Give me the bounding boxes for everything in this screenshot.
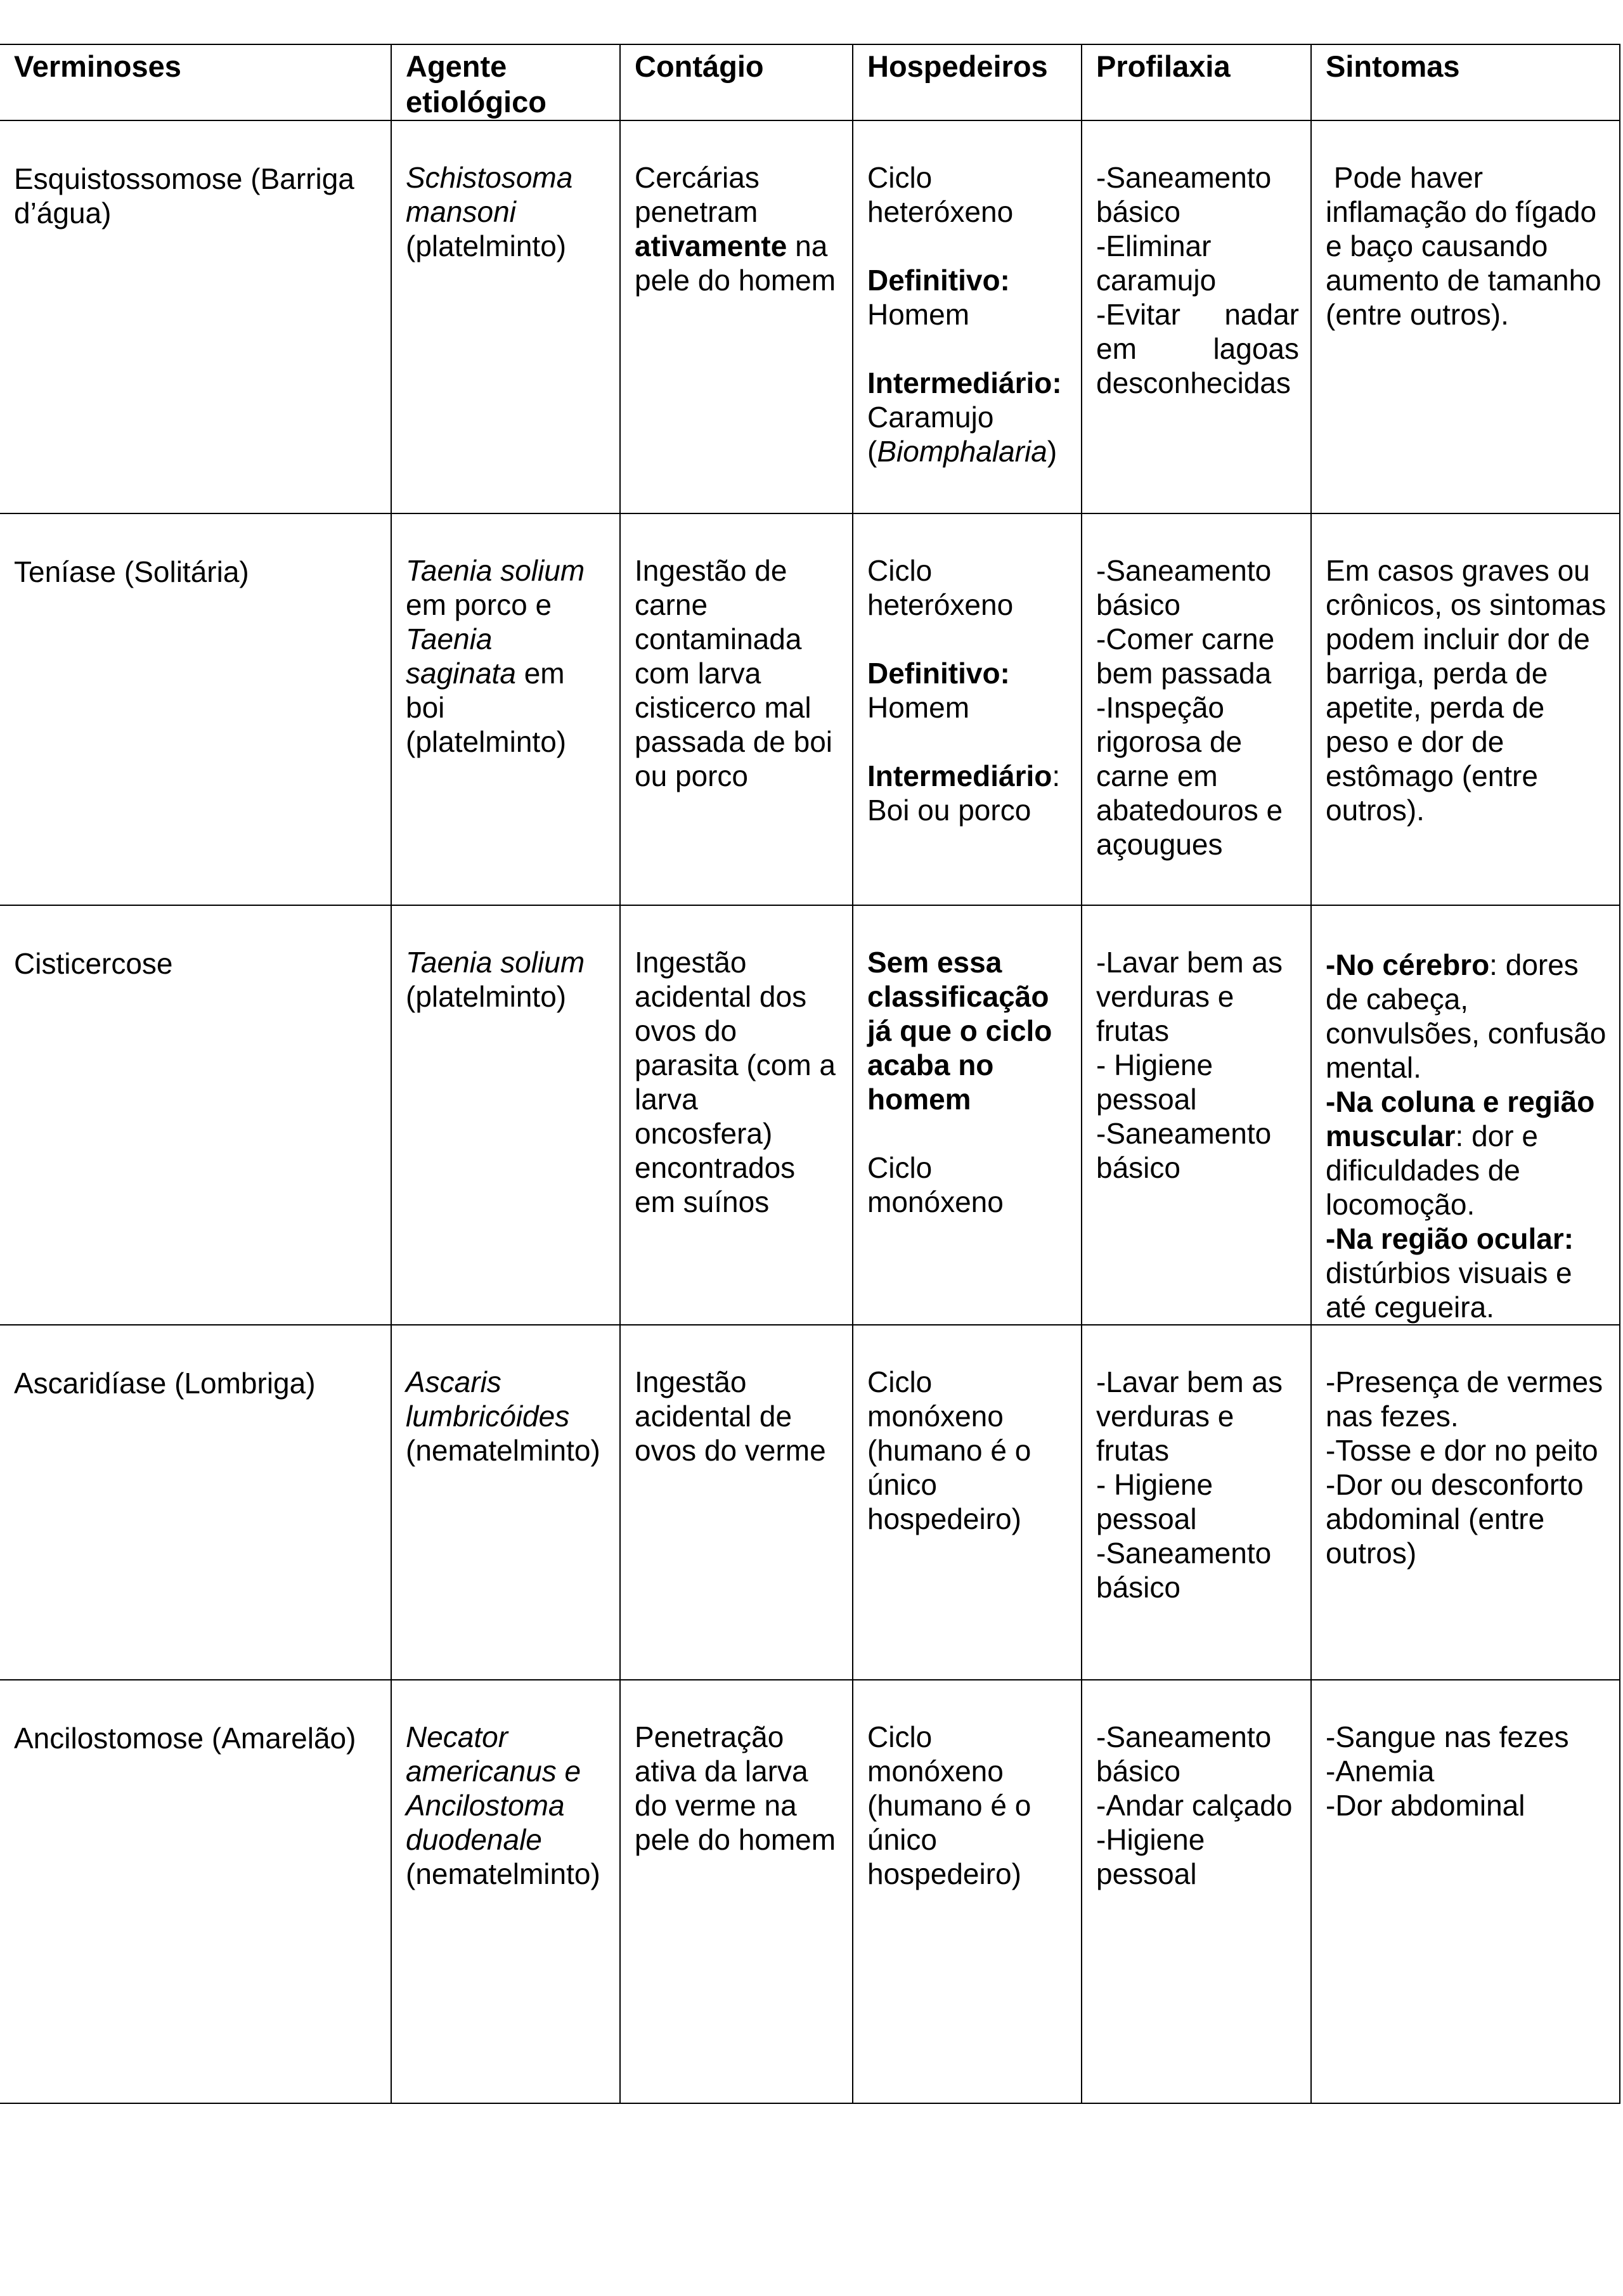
sint-item: -Dor abdominal xyxy=(1326,1789,1525,1822)
cell-agente xyxy=(391,1680,620,2103)
table-row xyxy=(0,905,1620,1325)
cell-contagio: Ingestão acidental dos ovos do parasita (com a larva oncosfera) encontrados em suínos xyxy=(620,905,853,1325)
table-header-row xyxy=(0,44,1620,120)
hosp-ciclo: Ciclo heteróxeno xyxy=(867,554,1014,621)
header-verminoses: Verminoses xyxy=(0,44,391,120)
cell-doenca: Teníase (Solitária) xyxy=(0,513,391,905)
cell-sintomas: Pode haver inflamação do fígado e baço causando aumento de tamanho (entre outros). xyxy=(1311,120,1620,513)
cell-agente xyxy=(391,1325,620,1680)
prof-item: -Comer carne bem passada xyxy=(1096,622,1275,690)
cell-contagio xyxy=(620,120,853,513)
header-hospedeiros: Hospedeiros xyxy=(853,44,1082,120)
cell-hospedeiros: Ciclo monóxeno (humano é o único hospedeiro) xyxy=(853,1680,1082,2103)
contagio-text-bold: ativamente xyxy=(635,229,787,262)
cell-hospedeiros: Ciclo monóxeno (humano é o único hospedeiro) xyxy=(853,1325,1082,1680)
prof-item: desconhecidas xyxy=(1096,366,1291,399)
agente-grupo: (platelminto) xyxy=(406,229,567,262)
cell-hospedeiros xyxy=(853,513,1082,905)
cell-doenca: Esquistossomose (Barriga d’água) xyxy=(0,120,391,513)
sint-item: -Presença de vermes nas fezes. xyxy=(1326,1365,1603,1433)
prof-item: -Saneamento básico xyxy=(1096,161,1272,228)
agente-especie: Taenia solium xyxy=(406,554,585,587)
agente-especie: Taenia saginata xyxy=(406,622,516,690)
cell-sintomas xyxy=(1311,905,1620,1325)
header-profilaxia: Profilaxia xyxy=(1082,44,1311,120)
header-agente: Agente etiológico xyxy=(391,44,620,120)
verminoses-table xyxy=(0,44,1620,2104)
prof-item: -Andar calçado xyxy=(1096,1789,1293,1822)
cell-agente xyxy=(391,120,620,513)
agente-especie: Taenia solium xyxy=(406,946,585,979)
cell-contagio: Ingestão acidental de ovos do verme xyxy=(620,1325,853,1680)
agente-especie: Necator americanus e Ancilostoma duodenale xyxy=(406,1720,581,1856)
header-contagio: Contágio xyxy=(620,44,853,120)
header-sintomas: Sintomas xyxy=(1311,44,1620,120)
table-row xyxy=(0,513,1620,905)
agente-especie: Schistosoma mansoni xyxy=(406,161,573,228)
hosp-note: Sem essa classificação já que o ciclo acaba no homem xyxy=(867,946,1052,1116)
hosp-def-label: Definitivo: xyxy=(867,657,1010,690)
sint-item: -Sangue nas fezes xyxy=(1326,1720,1569,1753)
prof-item: -Lavar bem as verduras e frutas xyxy=(1096,1365,1283,1467)
table-row xyxy=(0,1680,1620,2103)
contagio-text-c: na pele do homem xyxy=(635,229,836,297)
cell-profilaxia xyxy=(1082,1680,1311,2103)
hosp-ciclo: Ciclo heteróxeno xyxy=(867,161,1014,228)
cell-profilaxia xyxy=(1082,905,1311,1325)
cell-profilaxia xyxy=(1082,1325,1311,1680)
agente-grupo: (nematelminto) xyxy=(406,1857,600,1890)
hosp-int-value-a: Caramujo ( xyxy=(867,401,994,468)
prof-item: -Saneamento básico xyxy=(1096,1537,1272,1604)
hosp-def-value: Homem xyxy=(867,691,970,724)
hosp-int-label: Intermediário: xyxy=(867,366,1062,399)
cell-doenca: Ascaridíase (Lombriga) xyxy=(0,1325,391,1680)
hosp-ciclo: Ciclo monóxeno xyxy=(867,1151,1004,1218)
hosp-def-value: Homem xyxy=(867,298,970,331)
hosp-int-value-b: Biomphalaria xyxy=(877,435,1047,468)
cell-doenca: Ancilostomose (Amarelão) xyxy=(0,1680,391,2103)
cell-sintomas xyxy=(1311,1325,1620,1680)
agente-text: em boi (platelminto) xyxy=(406,657,567,758)
prof-item: -Saneamento básico xyxy=(1096,1117,1272,1184)
hosp-int-value: : Boi ou porco xyxy=(867,759,1061,827)
cell-agente xyxy=(391,513,620,905)
cell-contagio: Penetração ativa da larva do verme na pele do homem xyxy=(620,1680,853,2103)
cell-profilaxia xyxy=(1082,513,1311,905)
cell-doenca: Cisticercose xyxy=(0,905,391,1325)
table-row xyxy=(0,1325,1620,1680)
agente-grupo: (nematelminto) xyxy=(406,1434,600,1467)
prof-item: - Higiene pessoal xyxy=(1096,1468,1213,1535)
prof-item: -Eliminar caramujo xyxy=(1096,229,1217,297)
cell-agente xyxy=(391,905,620,1325)
prof-item: -Saneamento básico xyxy=(1096,1720,1272,1788)
agente-text: em porco e xyxy=(406,588,552,621)
hosp-int-value-c: ) xyxy=(1047,435,1057,468)
sint-label: -No cérebro xyxy=(1326,948,1490,981)
sint-item: -Dor ou desconforto abdominal (entre outros) xyxy=(1326,1468,1584,1570)
prof-item: -Lavar bem as verduras e frutas xyxy=(1096,946,1283,1047)
sint-text: : dores de cabeça, convulsões, confusão mental. xyxy=(1326,948,1607,1084)
hosp-def-label: Definitivo: xyxy=(867,264,1010,297)
sint-label: -Na coluna e região muscular xyxy=(1326,1085,1595,1152)
sint-label: -Na região ocular: xyxy=(1326,1222,1574,1255)
prof-item: -Saneamento básico xyxy=(1096,554,1272,621)
prof-item: - Higiene pessoal xyxy=(1096,1048,1213,1116)
sint-text: distúrbios visuais e até cegueira. xyxy=(1326,1256,1572,1324)
cell-sintomas: Em casos graves ou crônicos, os sintomas podem incluir dor de barriga, perda de apetite, perda de peso e dor de estômago (entre outros). xyxy=(1311,513,1620,905)
hosp-int-label: Intermediário xyxy=(867,759,1052,792)
prof-item: -Evitar nadar em lagoas xyxy=(1096,298,1299,365)
sint-item: -Anemia xyxy=(1326,1755,1435,1788)
contagio-text-a: Cercárias penetram xyxy=(635,161,760,228)
cell-contagio: Ingestão de carne contaminada com larva cisticerco mal passada de boi ou porco xyxy=(620,513,853,905)
cell-sintomas xyxy=(1311,1680,1620,2103)
cell-profilaxia xyxy=(1082,120,1311,513)
cell-hospedeiros xyxy=(853,905,1082,1325)
agente-grupo: (platelminto) xyxy=(406,980,567,1013)
sint-text: : dor e dificuldades de locomoção. xyxy=(1326,1119,1538,1221)
table-row xyxy=(0,120,1620,513)
agente-especie: Ascaris lumbricóides xyxy=(406,1365,570,1433)
prof-item: -Higiene pessoal xyxy=(1096,1823,1205,1890)
sint-item: -Tosse e dor no peito xyxy=(1326,1434,1598,1467)
prof-item: -Inspeção rigorosa de carne em abatedouros e açougues xyxy=(1096,691,1283,861)
cell-hospedeiros xyxy=(853,120,1082,513)
